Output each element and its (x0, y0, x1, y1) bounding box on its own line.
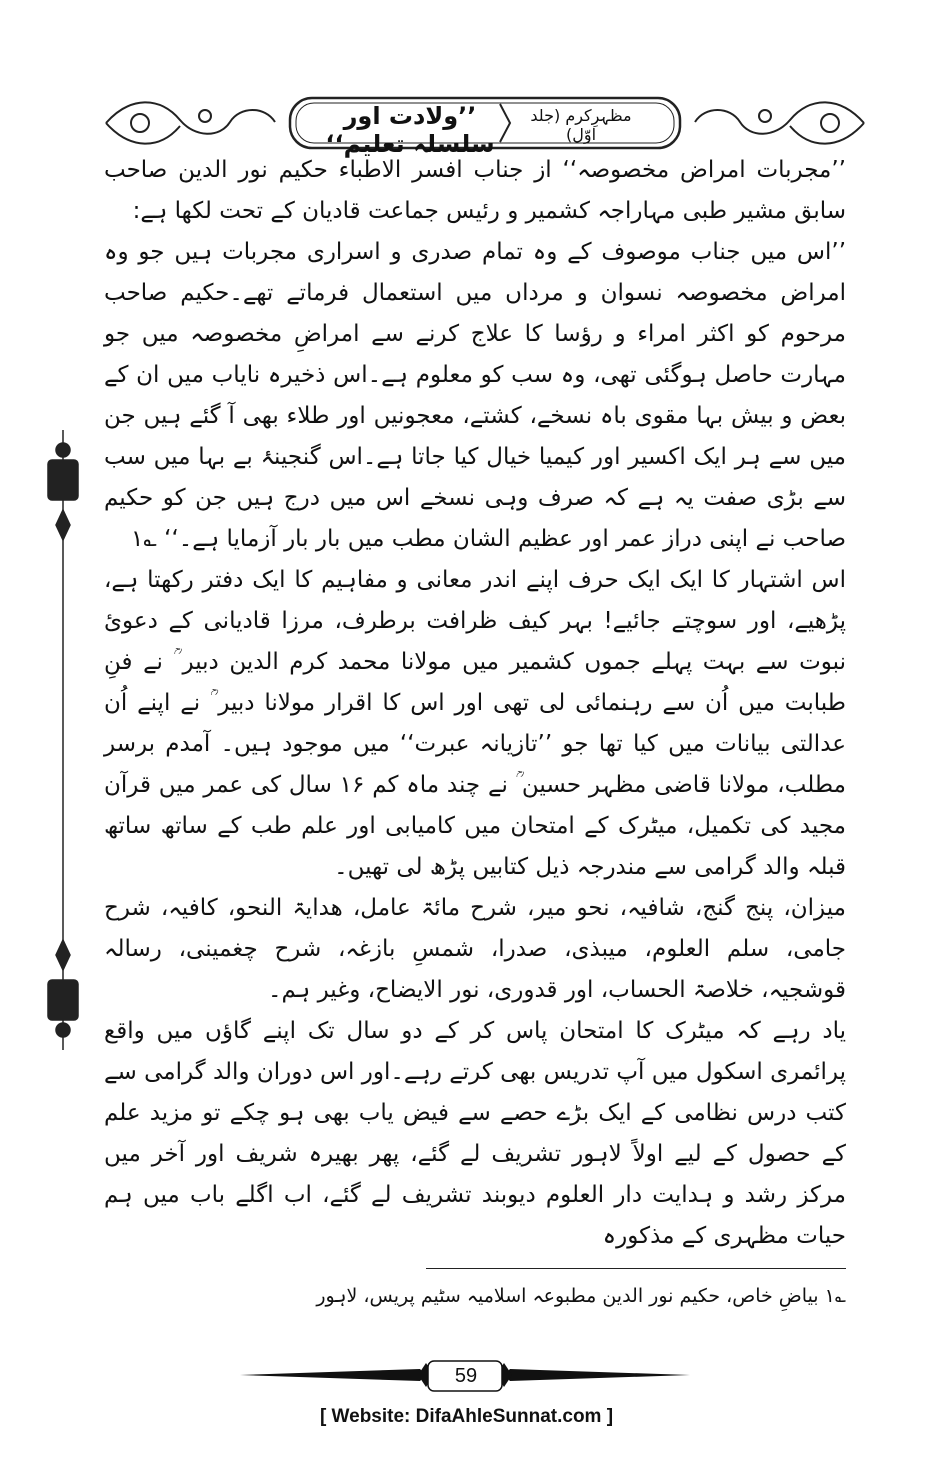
footnote-divider (426, 1268, 846, 1269)
page-number: 59 (454, 1365, 478, 1387)
book-volume-label: مظہرِکرم (جلد اوّل) (530, 106, 632, 144)
paragraph-quote: ’’اس میں جناب موصوف کے وہ تمام صدری و اسراری مجربات ہیں جو وہ امراض مخصوصہ نسوان و مرداں میں استعمال فرماتے تھے۔حکیم صاحب مرحوم کو اکثر امراء و رؤسا کا علاج کرنے سے امراضِ مخصوصہ میں جو مہارت حاصل ہوگئی تھی، وہ سب کو معلوم ہے۔اس ذخیرہ نایاب میں ان کے بعض و بیش بہا مقوی باہ نسخے، کشتے، معجونیں اور طلاء بھی آ گئے ہیں جن میں سے ہر ایک اکسیر اور کیمیا خیال کیا جاتا ہے۔اس گنجینۂ بے بہا میں سب سے بڑی صفت یہ ہے کہ صرف وہی نسخے اس میں درج ہیں جن کو حکیم صاحب نے اپنی دراز عمر اور عظیم الشان مطب میں بار بار آزمایا ہے۔‘‘ ؎۱ (104, 239, 846, 552)
footnote: ؎۱ بیاضِ خاص، حکیم نور الدین مطبوعہ اسلامیہ سٹیم پریس، لاہور (316, 1285, 846, 1307)
chapter-title: ’’ولادت اور سلسلہ تعلیم‘‘ (325, 102, 495, 158)
website-footer: [ Website: DifaAhleSunnat.com ] (319, 1406, 614, 1427)
paragraph-book-list: میزان، پنج گنج، شافیہ، نحو میر، شرح مائۃ عامل، ھدایۃ النحو، کافیہ، شرح جامی، سلم العلوم، میبذی، صدرا، شمسِ بازغہ، شرح چغمینی، رسالہ قوشجیہ، خلاصۃ الحساب، اور قدوری، نور الایضاح، وغیر ہم۔ (104, 895, 846, 1003)
side-ornament (38, 430, 88, 1050)
paragraph-commentary: اس اشتہار کا ایک ایک حرف اپنے اندر معانی و مفاہیم کا ایک دفتر رکھتا ہے، پڑھیے، اور سوچتے جائیے! بہر کیف ظرافت برطرف، مرزا قادیانی کے دعویٔ نبوت سے بہت پہلے جموں کشمیر میں مولانا محمد کرم الدین دبیر ؒ نے فنِ طبابت میں اُن سے رہنمائی لی تھی اور اس کا اقرار مولانا دبیر ؒ نے اپنے اُن عدالتی بیانات میں کیا تھا جو ’’تازیانہ عبرت‘‘ میں موجود ہیں۔ آمدم برسر مطلب، مولانا قاضی مظہر حسین ؒ نے چند ماہ کم ۱۶ سال کی عمر میں قرآن مجید کی تکمیل، میٹرک کے امتحان میں کامیابی اور علم طب کے ساتھ ساتھ قبلہ والد گرامی سے مندرجہ ذیل کتابیں پڑھ لی تھیں۔ (104, 567, 846, 880)
paragraph-intro: ’’مجربات امراض مخصوصہ‘‘ از جناب افسر الاطباء حکیم نور الدین صاحب سابق مشیر طبی مہاراجہ کشمیر و رئیس جماعت قادیان کے تحت لکھا ہے: (104, 157, 846, 224)
page-header (100, 92, 870, 158)
main-text (104, 150, 846, 1257)
paragraph-teaching: یاد رہے کہ میٹرک کا امتحان پاس کر کے دو سال تک اپنے گاؤں میں واقع پرائمری اسکول میں آپ تدریس بھی کرتے رہے۔اور اس دوران والد گرامی سے کتب درس نظامی کے ایک بڑے حصے سے فیض یاب بھی ہو چکے تو مزید علم کے حصول کے لیے اولاً لاہور تشریف لے گئے، پھر بھیرہ شریف اور آخر میں مرکز رشد و ہدایت دار العلوم دیوبند تشریف لے گئے، اب اگلے باب میں ہم حیات مظہری کے مذکورہ (104, 1018, 846, 1249)
